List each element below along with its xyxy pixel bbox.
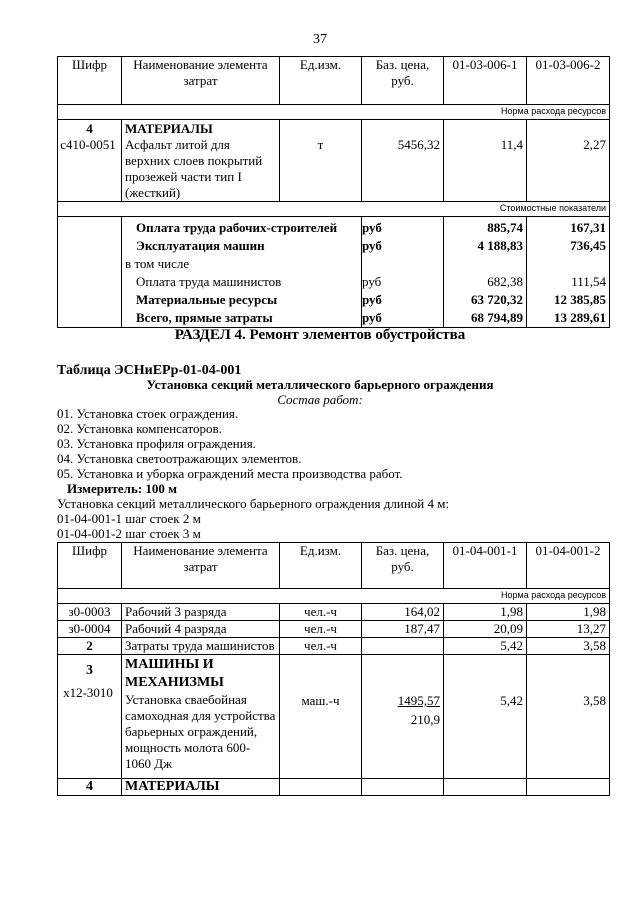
header-code: Шифр: [58, 57, 122, 105]
meter-label: Измеритель: 100 м: [67, 481, 178, 496]
row-value-1: 20,09: [444, 621, 527, 638]
work-item: 03. Установка профиля ограждения.: [57, 436, 256, 451]
materials-title: МАТЕРИАЛЫ: [122, 779, 280, 796]
material-price: 5456,32: [362, 120, 444, 202]
machine-value-1: 5,42: [444, 655, 527, 779]
row-price: 187,47: [362, 621, 444, 638]
cost-unit: руб: [362, 220, 382, 235]
header-name: Наименование элемента затрат: [122, 543, 280, 589]
header-price: Баз. цена, руб.: [362, 543, 444, 589]
machine-value-2: 3,58: [527, 655, 610, 779]
cost-unit: руб: [362, 292, 382, 307]
top-resource-table: [57, 56, 610, 328]
cost-value-1: 4 188,83: [477, 238, 523, 253]
row-code: з0-0003: [58, 604, 122, 621]
materials-number: 4: [86, 121, 93, 136]
materials-row: [58, 120, 610, 202]
norm-label: Норма расхода ресурсов: [58, 589, 610, 604]
machines-row: [58, 655, 610, 779]
table-row: [58, 621, 610, 638]
cost-value-1: 63 720,32: [471, 292, 523, 307]
header-unit: Ед.изм.: [280, 543, 362, 589]
table-header-row: [58, 543, 610, 589]
machine-unit: маш.-ч: [280, 655, 362, 779]
table-row: [58, 604, 610, 621]
cost-row: [136, 309, 382, 327]
machine-code: х12-3010: [63, 685, 113, 700]
cost-row: [136, 219, 382, 237]
header-unit: Ед.изм.: [280, 57, 362, 105]
cost-value-1: 68 794,89: [471, 310, 523, 325]
row-unit: чел.-ч: [280, 604, 362, 621]
cost-label: Стоимостные показатели: [58, 202, 610, 217]
work-item: 02. Установка компенсаторов.: [57, 421, 222, 436]
row-value-1: 5,42: [444, 638, 527, 655]
materials-title: МАТЕРИАЛЫ: [125, 121, 213, 136]
table-title: Установка секций металлического барьерного ограждения: [146, 377, 494, 392]
row-name: Рабочий 4 разряда: [122, 621, 280, 638]
row-price: 164,02: [362, 604, 444, 621]
norm-label-row: [58, 105, 610, 120]
machine-price-secondary: 210,9: [410, 712, 440, 727]
cost-value-2: 13 289,61: [554, 310, 606, 325]
work-item: 04. Установка светоотражающих элементов.: [57, 451, 302, 466]
header-col2: 01-04-001-2: [527, 543, 610, 589]
cost-value-2: 111,54: [571, 274, 606, 289]
header-col1: 01-03-006-1: [444, 57, 527, 105]
cost-name: Эксплуатация машин: [136, 238, 265, 253]
cost-value-1: 885,74: [487, 220, 523, 235]
cost-name: Оплата труда машинистов: [136, 274, 282, 289]
materials-number: 4: [58, 779, 122, 796]
table-label: Таблица ЭСНиЕРр-01-04-001: [57, 363, 242, 378]
row-code: 2: [58, 638, 122, 655]
machines-number: 3: [86, 663, 93, 678]
material-code: с410-0051: [60, 137, 116, 152]
machine-price: 1495,57: [397, 693, 440, 708]
cost-value-1: 682,38: [487, 274, 523, 289]
cost-name: Материальные ресурсы: [136, 292, 278, 307]
work-item: 05. Установка и уборка ограждений места производства работ.: [57, 466, 403, 481]
page-number: 37: [313, 32, 327, 47]
meter-description: Установка секций металлического барьерного ограждения длиной 4 м:: [57, 496, 450, 511]
cost-name: Всего, прямые затраты: [136, 310, 273, 325]
row-value-2: 3,58: [527, 638, 610, 655]
material-unit: т: [280, 120, 362, 202]
cost-name: Оплата труда рабочих-строителей: [136, 220, 338, 235]
variant-item: 01-04-001-1 шаг стоек 2 м: [57, 511, 201, 526]
cost-unit: руб: [362, 310, 382, 325]
header-price: Баз. цена, руб.: [362, 57, 444, 105]
header-col1: 01-04-001-1: [444, 543, 527, 589]
cost-value-2: 167,31: [570, 220, 606, 235]
cost-row: [136, 291, 382, 309]
material-value-1: 11,4: [444, 120, 527, 202]
machines-title: МАШИНЫ И МЕХАНИЗМЫ: [125, 657, 224, 690]
norm-label-row: [58, 589, 610, 604]
cost-row: [136, 273, 382, 291]
material-name: Асфальт литой для верхних слоев покрытий прозежей части тип I (жесткий): [125, 137, 263, 200]
row-value-2: 1,98: [527, 604, 610, 621]
machinist-row: [58, 638, 610, 655]
machine-name: Установка сваебойная самоходная для устройства барьерных ограждений, мощность молота 600-1060 Дж: [125, 692, 276, 771]
materials-row: [58, 779, 610, 796]
row-unit: чел.-ч: [280, 621, 362, 638]
row-name: Рабочий 3 разряда: [122, 604, 280, 621]
row-name: Затраты труда машинистов: [122, 638, 280, 655]
table-header-row: [58, 57, 610, 105]
header-name: Наименование элемента затрат: [122, 57, 280, 105]
cost-unit: руб: [362, 238, 382, 253]
cost-rows: [58, 217, 610, 328]
row-code: з0-0004: [58, 621, 122, 638]
cost-unit: руб: [362, 274, 382, 289]
cost-subheading: в том числе: [125, 256, 190, 271]
row-value-2: 13,27: [527, 621, 610, 638]
section-title: РАЗДЕЛ 4. Ремонт элементов обустройства: [174, 327, 466, 343]
variant-item: 01-04-001-2 шаг стоек 3 м: [57, 526, 201, 541]
composition-label: Состав работ:: [277, 392, 363, 407]
norm-label: Норма расхода ресурсов: [58, 105, 610, 120]
cost-value-2: 12 385,85: [554, 292, 606, 307]
header-code: Шифр: [58, 543, 122, 589]
row-unit: чел.-ч: [280, 638, 362, 655]
cost-value-2: 736,45: [570, 238, 606, 253]
material-value-2: 2,27: [527, 120, 610, 202]
bottom-resource-table: [57, 542, 610, 796]
header-col2: 01-03-006-2: [527, 57, 610, 105]
work-item: 01. Установка стоек ограждения.: [57, 406, 239, 421]
cost-label-row: [58, 202, 610, 217]
cost-row: [136, 237, 382, 255]
row-value-1: 1,98: [444, 604, 527, 621]
